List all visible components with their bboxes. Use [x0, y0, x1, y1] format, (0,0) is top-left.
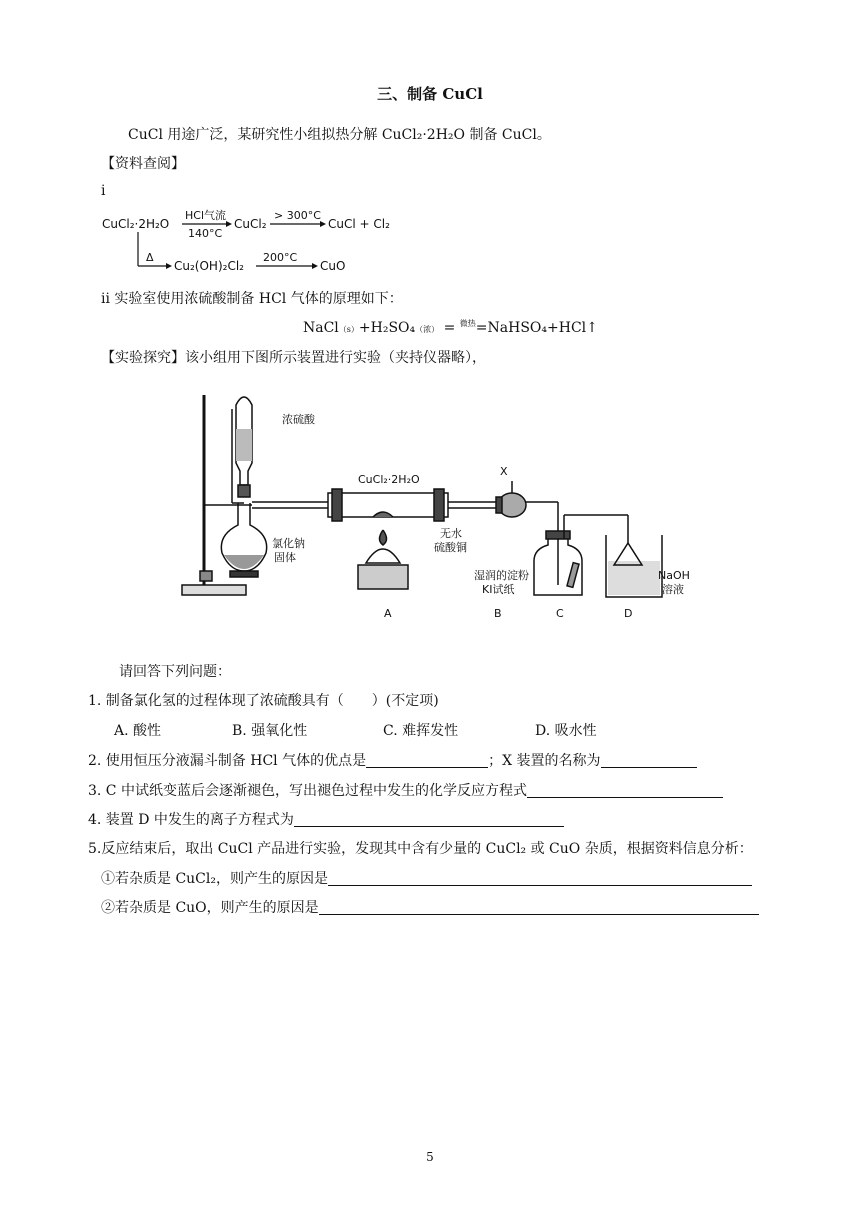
hcl-equation: [303, 318, 598, 336]
scheme-product1: CuCl + Cl₂: [328, 217, 390, 231]
eq-plus: +H₂SO₄: [358, 320, 416, 336]
eq-lhs1: NaCl: [303, 320, 339, 336]
label-b: B: [494, 607, 502, 620]
question-4-text: 4. 装置 D 中发生的离子方程式为: [88, 812, 294, 828]
apparatus-diagram: [178, 385, 698, 625]
page-number: 5: [426, 1150, 434, 1164]
reference-ii: ii 实验室使用浓硫酸制备 HCl 气体的原理如下：: [101, 291, 403, 307]
answer-blank-5-2[interactable]: [319, 900, 759, 915]
reference-i-marker: i: [101, 183, 106, 199]
eq-eq: =: [443, 320, 456, 336]
option-c: C. 难挥发性: [383, 723, 459, 739]
question-2: [88, 750, 697, 770]
label-paper-1: 湿润的淀粉: [474, 569, 529, 582]
label-a: A: [384, 607, 392, 620]
question-5-1-text: ①若杂质是 CuCl₂，则产生的原因是: [101, 871, 328, 887]
scheme-cond3-top: Δ: [146, 251, 154, 264]
question-3-text: 3. C 中试纸变蓝后会逐渐褪色，写出褪色过程中发生的化学反应方程式: [88, 783, 527, 799]
question-5-1: [101, 868, 752, 888]
scheme-cond1-bottom: 140°C: [188, 227, 223, 240]
answer-blank-4[interactable]: [294, 812, 564, 827]
questions-prompt: 请回答下列问题：: [119, 664, 231, 680]
question-1-options: [114, 720, 597, 740]
scheme-side: Cu₂(OH)₂Cl₂: [174, 259, 244, 273]
reaction-scheme: [98, 200, 418, 280]
question-3: [88, 780, 723, 800]
reference-heading: 【资料查阅】: [101, 156, 185, 172]
option-b: B. 强氧化性: [232, 723, 308, 739]
scheme-start: CuCl₂·2H₂O: [102, 217, 170, 231]
answer-blank-2b[interactable]: [601, 753, 697, 768]
option-a: A. 酸性: [114, 723, 162, 739]
eq-condition: 微热: [459, 319, 476, 328]
section-title: 三、制备 CuCl: [377, 85, 483, 103]
question-5: 5.反应结束后，取出 CuCl 产品进行实验，发现其中含有少量的 CuCl₂ 或 CuO 杂质，根据资料信息分析：: [88, 841, 753, 857]
question-5-2: [101, 897, 759, 917]
scheme-product2: CuO: [320, 259, 346, 273]
scheme-mid: CuCl₂: [234, 217, 267, 231]
scheme-cond4-top: 200°C: [263, 251, 298, 264]
question-5-2-text: ②若杂质是 CuO，则产生的原因是: [101, 900, 319, 916]
label-anhydrous-2: 硫酸铜: [434, 541, 467, 554]
label-d: D: [624, 607, 633, 620]
eq-lhs2-state: （浓）: [415, 325, 440, 334]
answer-blank-2a[interactable]: [366, 753, 488, 768]
question-1: 1. 制备氯化氢的过程体现了浓硫酸具有（ ）(不定项): [88, 693, 439, 709]
question-2-part-b: ；X 装置的名称为: [488, 753, 601, 769]
answer-blank-5-1[interactable]: [328, 871, 752, 886]
label-acid: 浓硫酸: [282, 413, 315, 426]
option-d: D. 吸水性: [535, 723, 597, 739]
label-naoh-1: NaOH: [658, 569, 690, 582]
label-naoh-2: 溶液: [662, 583, 684, 596]
explore-text: 【实验探究】该小组用下图所示装置进行实验（夹持仪器略），: [101, 350, 486, 366]
label-salt-2: 固体: [274, 551, 296, 564]
scheme-cond2-top: > 300°C: [274, 209, 321, 222]
label-paper-2: KI试纸: [482, 583, 515, 596]
eq-rhs: =NaHSO₄+HCl↑: [475, 320, 598, 336]
intro-text: CuCl 用途广泛，某研究性小组拟热分解 CuCl₂·2H₂O 制备 CuCl。: [128, 127, 551, 143]
label-anhydrous-1: 无水: [440, 527, 462, 540]
question-2-part-a: 2. 使用恒压分液漏斗制备 HCl 气体的优点是: [88, 753, 367, 769]
question-4: [88, 809, 564, 829]
label-x: X: [500, 465, 508, 478]
label-tube: CuCl₂·2H₂O: [358, 473, 420, 486]
label-c: C: [556, 607, 564, 620]
scheme-cond1-top: HCl气流: [185, 209, 227, 222]
answer-blank-3[interactable]: [527, 783, 723, 798]
eq-lhs1-state: （s）: [338, 325, 359, 334]
label-salt-1: 氯化钠: [272, 537, 305, 550]
